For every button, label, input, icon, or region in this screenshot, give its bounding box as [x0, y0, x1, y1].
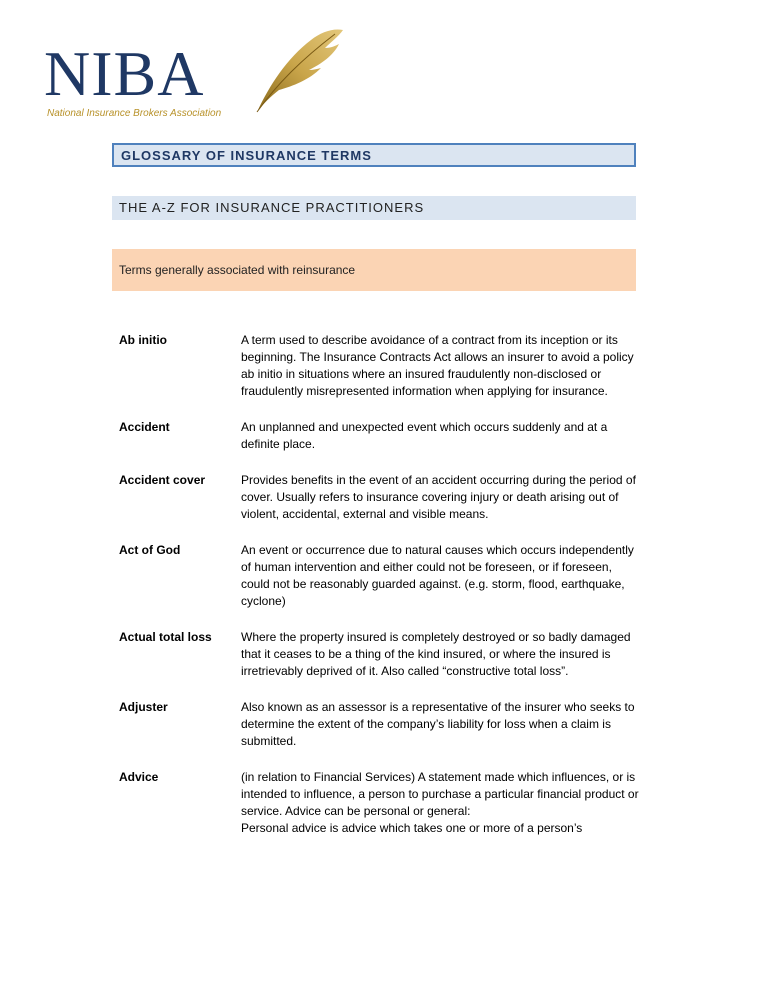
definition-text: Also known as an assessor is a representative of the insurer who seeks to determine the extent of the company’s liability for loss when a claim is submitted.	[241, 700, 635, 748]
definition-text: Personal advice is advice which takes one or more of a person’s	[241, 821, 583, 835]
glossary-entry	[119, 419, 639, 453]
logo-subtitle: National Insurance Brokers Association	[47, 108, 222, 119]
entry-term: Actual total loss	[119, 630, 212, 644]
entry-term: Act of God	[119, 543, 181, 557]
glossary-subtitle-bar: THE A-Z FOR INSURANCE PRACTITIONERS	[112, 196, 636, 220]
entry-definition	[241, 419, 639, 453]
entry-definition	[241, 769, 639, 837]
entry-term: Adjuster	[119, 700, 168, 714]
entry-definition	[241, 629, 639, 680]
definition-text: Provides benefits in the event of an accident occurring during the period of cover. Usually refers to insurance covering injury or death arising out of violent, accidental, external and visible means.	[241, 473, 636, 521]
glossary-entries	[119, 332, 639, 856]
quill-icon	[249, 24, 345, 116]
definition-text: A term used to describe avoidance of a contract from its inception or its beginning. The Insurance Contracts Act allows an insurer to avoid a policy ab initio in situations where an insured fraudulently non-disclosed or fraudulently misrepresented information when applying for insurance.	[241, 333, 634, 398]
section-heading-bar: Terms generally associated with reinsurance	[112, 249, 636, 291]
glossary-entry	[119, 332, 639, 400]
glossary-entry	[119, 769, 639, 837]
definition-text: Where the property insured is completely destroyed or so badly damaged that it ceases to be a thing of the kind insured, or where the insured is irretrievably deprived of it. Also called “constructive total loss”.	[241, 630, 631, 678]
glossary-entry	[119, 542, 639, 610]
glossary-entry	[119, 699, 639, 750]
definition-text: (in relation to Financial Services) A statement made which influences, or is intended to influence, a person to purchase a particular financial product or service. Advice can be personal or general:	[241, 770, 639, 818]
entry-term: Ab initio	[119, 333, 167, 347]
glossary-title-bar: GLOSSARY OF INSURANCE TERMS	[112, 143, 636, 167]
entry-definition	[241, 542, 639, 610]
logo-wordmark: NIBA	[44, 38, 205, 109]
definition-text: An unplanned and unexpected event which occurs suddenly and at a definite place.	[241, 420, 608, 451]
entry-term: Accident	[119, 420, 170, 434]
niba-logo	[44, 24, 344, 124]
glossary-entry	[119, 629, 639, 680]
glossary-entry	[119, 472, 639, 523]
entry-definition	[241, 472, 639, 523]
entry-term: Advice	[119, 770, 159, 784]
entry-definition	[241, 332, 639, 400]
entry-term: Accident cover	[119, 473, 206, 487]
definition-text: An event or occurrence due to natural causes which occurs independently of human intervention and either could not be foreseen, or if foreseen, could not be reasonably guarded against. (e.g. storm, flood, earthquake, cyclone)	[241, 543, 634, 608]
entry-definition	[241, 699, 639, 750]
